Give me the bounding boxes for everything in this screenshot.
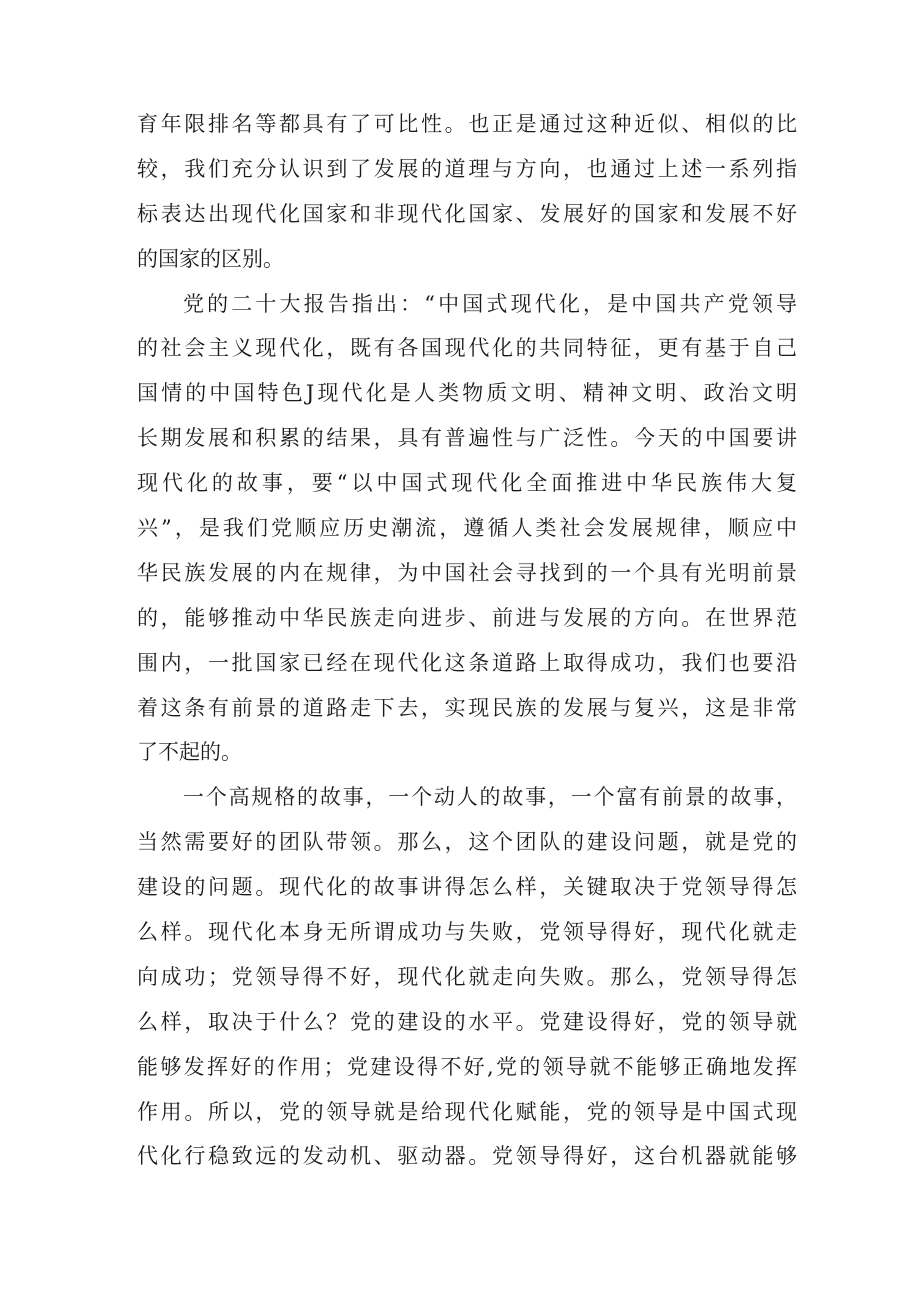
text-line: 兴”，是我们党顺应历史潮流，遵循人类社会发展规律，顺应中 <box>137 516 797 541</box>
text-line: 作用。所以，党的领导就是给现代化赋能，党的领导是中国式现 <box>137 1099 797 1124</box>
text-line: 着这条有前景的道路走下去，实现民族的发展与复兴，这是非常 <box>137 695 797 720</box>
text-line: 向成功；党领导得不好，现代化就走向失败。那么，党领导得怎 <box>137 964 797 989</box>
text-line: 围内，一批国家已经在现代化这条道路上取得成功，我们也要沿 <box>137 650 797 675</box>
text-line: 一个高规格的故事，一个动人的故事，一个富有前景的故事， <box>183 785 797 810</box>
text-line: 华民族发展的内在规律，为中国社会寻找到的一个具有光明前景 <box>137 560 797 585</box>
text-line: 了不起的。 <box>137 740 242 765</box>
text-line: 党的二十大报告指出：“中国式现代化，是中国共产党领导 <box>183 291 797 316</box>
text-line: 能够发挥好的作用；党建设得不好,党的领导就不能够正确地发挥 <box>137 1054 797 1079</box>
paragraph-1 <box>137 102 797 282</box>
text-line: 的社会主义现代化，既有各国现代化的共同特征，更有基于自己 <box>137 336 797 361</box>
text-line: 长期发展和积累的结果，具有普遍性与广泛性。今天的中国要讲 <box>137 426 797 451</box>
paragraph-3 <box>137 775 797 1179</box>
text-line: 较，我们充分认识到了发展的道理与方向，也通过上述一系列指 <box>137 156 797 181</box>
paragraph-2 <box>137 282 797 776</box>
text-line: 么样，取决于什么？党的建设的水平。党建设得好，党的领导就 <box>137 1009 797 1034</box>
body-text <box>137 102 797 1179</box>
text-line: 建设的问题。现代化的故事讲得怎么样，关键取决于党领导得怎 <box>137 875 797 900</box>
text-line: 国情的中国特色J现代化是人类物质文明、精神文明、政治文明 <box>137 381 797 406</box>
text-line: 育年限排名等都具有了可比性。也正是通过这种近似、相似的比 <box>137 112 797 136</box>
text-line: 现代化的故事，要“以中国式现代化全面推进中华民族伟大复 <box>137 471 797 496</box>
text-line: 的，能够推动中华民族走向进步、前进与发展的方向。在世界范 <box>137 605 797 630</box>
text-line: 么样。现代化本身无所谓成功与失败，党领导得好，现代化就走 <box>137 920 797 945</box>
text-line: 代化行稳致远的发动机、驱动器。党领导得好，这台机器就能够 <box>137 1144 797 1169</box>
text-line: 的国家的区别。 <box>137 246 284 271</box>
text-line: 标表达出现代化国家和非现代化国家、发展好的国家和发展不好 <box>137 201 797 226</box>
text-line: 当然需要好的团队带领。那么，这个团队的建设问题，就是党的 <box>137 830 797 855</box>
